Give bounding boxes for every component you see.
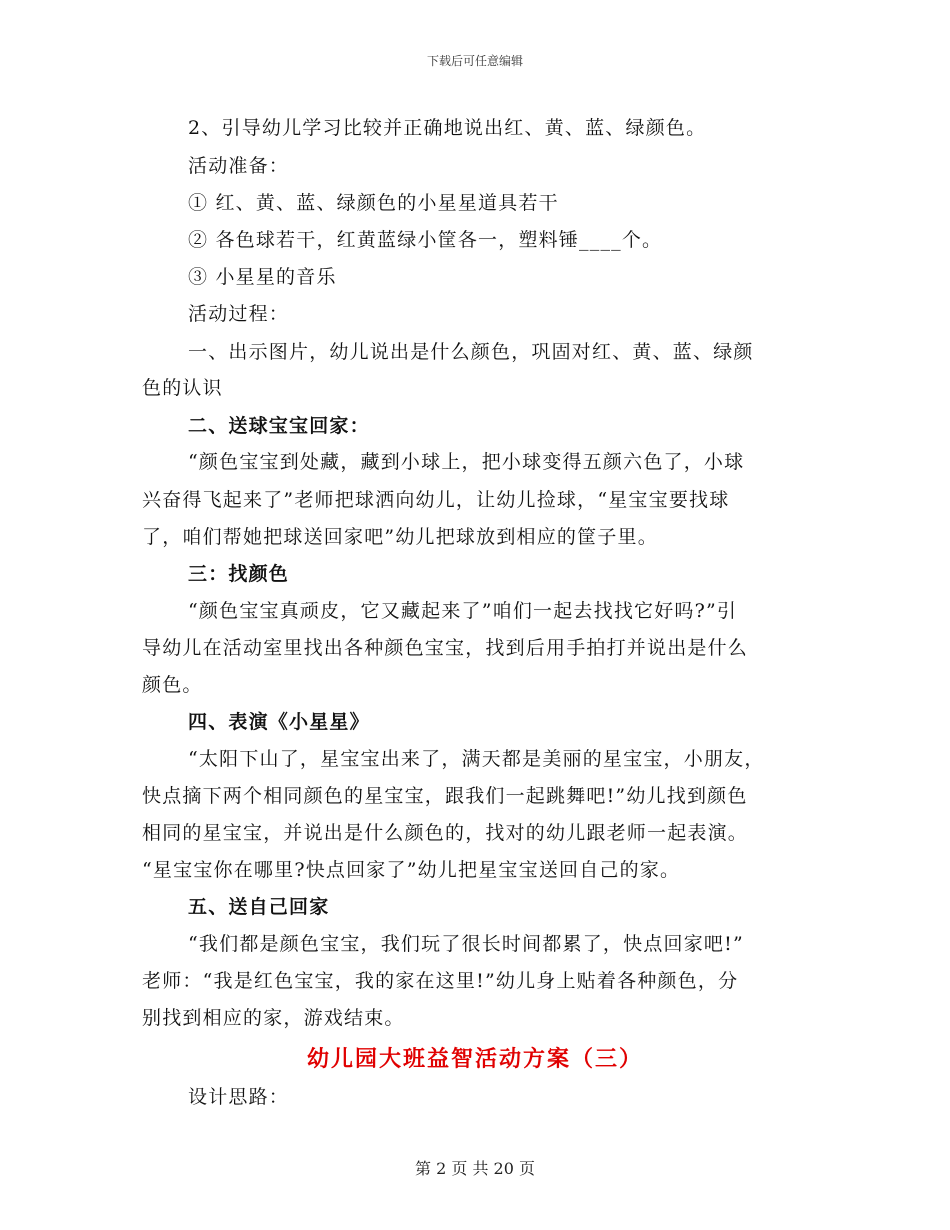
preparation-item-2: ② 各色球若干，红黄蓝绿小筐各一，塑料锤____个。 xyxy=(188,229,663,251)
step-5-heading: 五、送自己回家 xyxy=(188,896,330,918)
step-2-paragraph-line-1: “颜色宝宝到处藏，藏到小球上，把小球变得五颜六色了，小球 xyxy=(188,451,745,473)
step-3-paragraph-line-3: 颜色。 xyxy=(142,674,203,696)
step-1-line-1: 一、出示图片，幼儿说出是什么颜色，巩固对红、黄、蓝、绿颜 xyxy=(188,341,754,363)
page-footer: 第 2 页 共 20 页 xyxy=(415,1159,535,1178)
step-5-paragraph-line-1: “我们都是颜色宝宝，我们玩了很长时间都累了，快点回家吧!” xyxy=(188,933,744,955)
step-1-line-2: 色的认识 xyxy=(142,377,223,399)
step-4-paragraph-line-1: “太阳下山了，星宝宝出来了，满天都是美丽的星宝宝，小朋友， xyxy=(188,748,765,770)
step-3-heading: 三：找颜色 xyxy=(188,563,290,585)
section-title: 幼儿园大班益智活动方案（三） xyxy=(306,1047,643,1072)
step-3-paragraph-line-2: 导幼儿在活动室里找出各种颜色宝宝，找到后用手拍打并说出是什么 xyxy=(142,637,749,659)
step-4-paragraph-line-3: 相同的星宝宝，并说出是什么颜色的，找对的幼儿跟老师一起表演。 xyxy=(142,822,749,844)
preparation-heading: 活动准备： xyxy=(188,155,290,177)
process-heading: 活动过程： xyxy=(188,303,290,325)
step-4-heading: 四、表演《小星星》 xyxy=(188,711,370,733)
page-header: 下载后可任意编辑 xyxy=(426,54,523,68)
step-4-paragraph-line-2: 快点摘下两个相同颜色的星宝宝，跟我们一起跳舞吧!”幼儿找到颜色 xyxy=(142,785,748,807)
preparation-item-3: ③ 小星星的音乐 xyxy=(188,266,337,288)
step-4-paragraph-line-4: “星宝宝你在哪里?快点回家了”幼儿把星宝宝送回自己的家。 xyxy=(142,859,681,881)
design-idea-label: 设计思路： xyxy=(188,1086,290,1108)
step-2-paragraph-line-2: 兴奋得飞起来了”老师把球洒向幼儿，让幼儿捡球，“星宝宝要找球 xyxy=(142,489,730,511)
step-3-paragraph-line-1: “颜色宝宝真顽皮，它又藏起来了”咱们一起去找找它好吗?”引 xyxy=(188,600,738,622)
step-5-paragraph-line-3: 别找到相应的家，游戏结束。 xyxy=(142,1007,405,1029)
step-2-paragraph-line-3: 了，咱们帮她把球送回家吧”幼儿把球放到相应的筐子里。 xyxy=(142,526,658,548)
objective-2: 2、引导幼儿学习比较并正确地说出红、黄、蓝、绿颜色。 xyxy=(188,117,707,139)
preparation-item-1: ① 红、黄、蓝、绿颜色的小星星道具若干 xyxy=(188,192,559,214)
step-5-paragraph-line-2: 老师：“我是红色宝宝，我的家在这里!”幼儿身上贴着各种颜色，分 xyxy=(142,970,739,992)
step-2-heading: 二、送球宝宝回家： xyxy=(188,415,370,437)
